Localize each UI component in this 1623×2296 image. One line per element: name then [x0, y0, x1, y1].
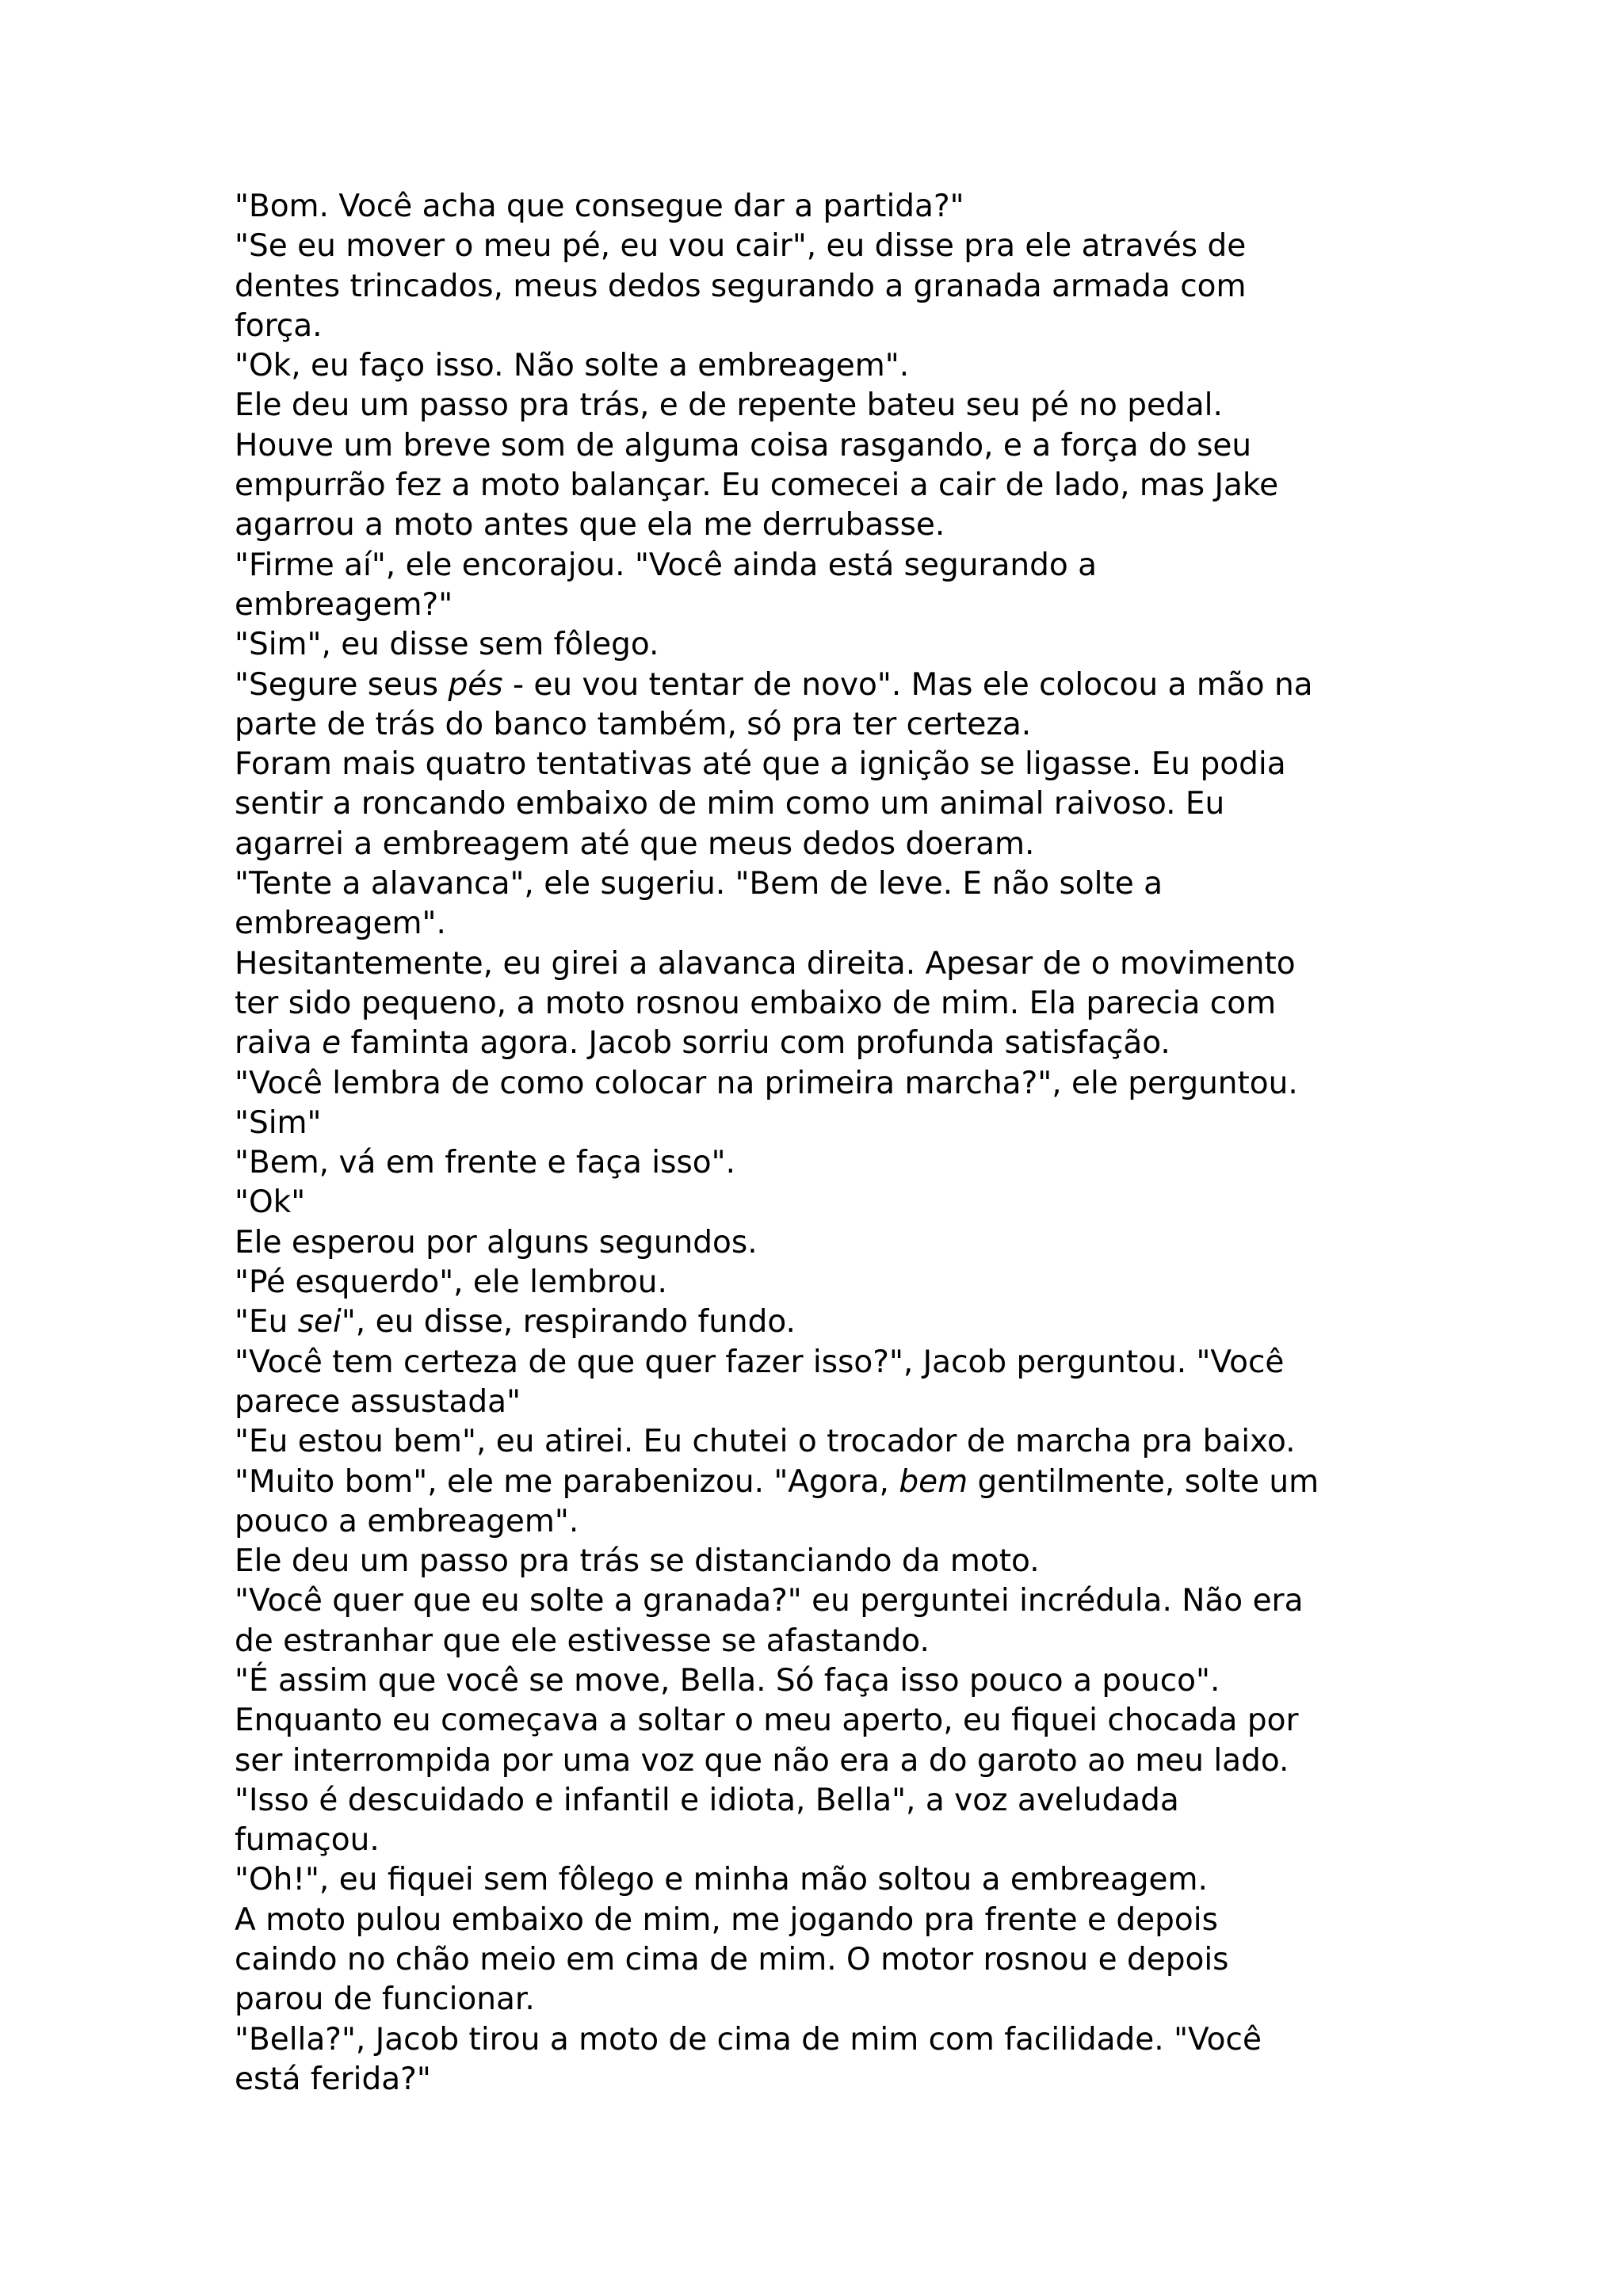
text-line: [235, 984, 1423, 1024]
text-segment: empurrão fez a moto balançar. Eu comecei a cair de lado, mas Jake: [235, 467, 1279, 504]
text-line: [235, 1860, 1423, 1900]
text-line: [235, 1502, 1423, 1542]
text-line: [235, 546, 1423, 585]
text-segment: Enquanto eu começava a soltar o meu aperto, eu fiquei chocada por: [235, 1703, 1299, 1739]
text-segment: parece assustada": [235, 1383, 521, 1420]
text-line: [235, 1024, 1423, 1063]
text-line: [235, 1302, 1423, 1342]
text-segment: faminta agora. Jacob sorriu com profunda satisfação.: [341, 1025, 1170, 1062]
text-line: [235, 1143, 1423, 1183]
text-segment: "Você quer que eu solte a granada?" eu perguntei incrédula. Não era: [235, 1583, 1304, 1619]
text-line: [235, 1104, 1423, 1143]
text-segment: Houve um breve som de alguma coisa rasgando, e a força do seu: [235, 427, 1252, 463]
text-segment: de estranhar que ele estivesse se afastando.: [235, 1623, 930, 1659]
text-segment: está ferida?": [235, 2061, 431, 2097]
text-line: [235, 1821, 1423, 1860]
text-segment: Ele deu um passo pra trás se distanciando da moto.: [235, 1543, 1040, 1580]
text-line: [235, 187, 1423, 227]
text-segment: Foram mais quatro tentativas até que a ignição se ligasse. Eu podia: [235, 746, 1286, 783]
text-segment: "Ok, eu faço isso. Não solte a embreagem".: [235, 348, 910, 384]
text-line: [235, 904, 1423, 944]
text-segment: dentes trincados, meus dedos segurando a granada armada com: [235, 268, 1247, 304]
text-line: [235, 1383, 1423, 1422]
text-segment: pouco a embreagem".: [235, 1503, 579, 1539]
text-segment: agarrou a moto antes que ela me derrubasse.: [235, 507, 945, 543]
text-segment: "Sim": [235, 1104, 322, 1141]
text-line: [235, 784, 1423, 824]
text-line: [235, 1901, 1423, 1940]
text-segment: A moto pulou embaixo de mim, me jogando pra frente e depois: [235, 1901, 1218, 1938]
text-line: [235, 745, 1423, 784]
text-segment: "Eu estou bem", eu atirei. Eu chutei o trocador de marcha pra baixo.: [235, 1424, 1296, 1460]
text-segment: "Sim", eu disse sem fôlego.: [235, 627, 659, 663]
text-segment: "Bom. Você acha que consegue dar a partida?": [235, 189, 964, 224]
text-segment: embreagem".: [235, 906, 446, 942]
text-line: [235, 466, 1423, 505]
text-segment: ter sido pequeno, a moto rosnou embaixo de mim. Ela parecia com: [235, 985, 1277, 1021]
text-line: [235, 1741, 1423, 1781]
text-line: [235, 625, 1423, 665]
text-segment: Hesitantemente, eu girei a alavanca direita. Apesar de o movimento: [235, 945, 1296, 982]
emphasis-text: sei: [297, 1304, 342, 1341]
text-line: [235, 1581, 1423, 1621]
text-segment: - eu vou tentar de novo". Mas ele colocou a mão na: [502, 666, 1313, 703]
text-line: [235, 1263, 1423, 1302]
text-line: [235, 2060, 1423, 2100]
text-line: [235, 1980, 1423, 2019]
text-line: [235, 585, 1423, 625]
text-line: [235, 386, 1423, 425]
text-line: [235, 227, 1423, 266]
text-segment: gentilmente, solte um: [968, 1463, 1319, 1500]
text-segment: força.: [235, 307, 323, 344]
text-segment: "Eu: [235, 1304, 298, 1341]
text-segment: fumaçou.: [235, 1822, 380, 1859]
text-line: [235, 825, 1423, 864]
text-segment: raiva: [235, 1025, 323, 1062]
text-segment: "É assim que você se move, Bella. Só faça isso pouco a pouco".: [235, 1662, 1220, 1699]
text-segment: "Isso é descuidado e infantil e idiota, Bella", a voz aveludada: [235, 1782, 1179, 1818]
text-line: [235, 666, 1423, 705]
text-line: [235, 346, 1423, 386]
text-segment: "Ok": [235, 1184, 306, 1221]
emphasis-text: e: [322, 1025, 342, 1062]
emphasis-text: bem: [899, 1463, 968, 1500]
text-segment: ser interrompida por uma voz que não era a do garoto ao meu lado.: [235, 1742, 1289, 1779]
text-segment: "Tente a alavanca", ele sugeriu. "Bem de leve. E não solte a: [235, 866, 1163, 902]
text-line: [235, 2020, 1423, 2060]
text-line: [235, 1223, 1423, 1263]
body-text: [235, 187, 1423, 2100]
text-segment: embreagem?": [235, 586, 453, 623]
text-line: [235, 705, 1423, 745]
text-segment: "Firme aí", ele encorajou. "Você ainda está segurando a: [235, 547, 1097, 583]
text-segment: "Pé esquerdo", ele lembrou.: [235, 1264, 667, 1301]
text-segment: ", eu disse, respirando fundo.: [341, 1304, 796, 1341]
text-segment: parou de funcionar.: [235, 1981, 535, 2018]
text-segment: "Bem, vá em frente e faça isso".: [235, 1145, 735, 1181]
text-line: [235, 1781, 1423, 1821]
text-segment: "Se eu mover o meu pé, eu vou cair", eu disse pra ele através de: [235, 228, 1247, 265]
text-segment: parte de trás do banco também, só pra ter certeza.: [235, 706, 1032, 742]
text-segment: sentir a roncando embaixo de mim como um animal raivoso. Eu: [235, 786, 1225, 822]
text-line: [235, 307, 1423, 346]
text-line: [235, 267, 1423, 307]
text-line: [235, 1064, 1423, 1104]
text-line: [235, 505, 1423, 545]
text-line: [235, 1701, 1423, 1741]
text-segment: "Segure seus: [235, 666, 449, 703]
text-segment: "Você tem certeza de que quer fazer isso?", Jacob perguntou. "Você: [235, 1344, 1285, 1380]
text-line: [235, 1422, 1423, 1462]
text-segment: "Bella?", Jacob tirou a moto de cima de mim com facilidade. "Você: [235, 2021, 1262, 2058]
text-segment: caindo no chão meio em cima de mim. O motor rosnou e depois: [235, 1942, 1229, 1978]
text-line: [235, 1343, 1423, 1383]
text-line: [235, 1661, 1423, 1701]
text-line: [235, 426, 1423, 466]
emphasis-text: pés: [448, 666, 503, 703]
text-line: [235, 1940, 1423, 1980]
text-segment: "Você lembra de como colocar na primeira marcha?", ele perguntou.: [235, 1065, 1298, 1101]
text-segment: "Muito bom", ele me parabenizou. "Agora,: [235, 1463, 899, 1500]
text-line: [235, 864, 1423, 904]
text-line: [235, 1463, 1423, 1502]
text-segment: "Oh!", eu fiquei sem fôlego e minha mão soltou a embreagem.: [235, 1862, 1208, 1898]
text-line: [235, 1183, 1423, 1222]
text-line: [235, 944, 1423, 984]
text-segment: Ele deu um passo pra trás, e de repente bateu seu pé no pedal.: [235, 387, 1223, 424]
text-segment: Ele esperou por alguns segundos.: [235, 1224, 758, 1261]
text-segment: agarrei a embreagem até que meus dedos doeram.: [235, 826, 1035, 862]
text-line: [235, 1542, 1423, 1581]
text-line: [235, 1622, 1423, 1661]
